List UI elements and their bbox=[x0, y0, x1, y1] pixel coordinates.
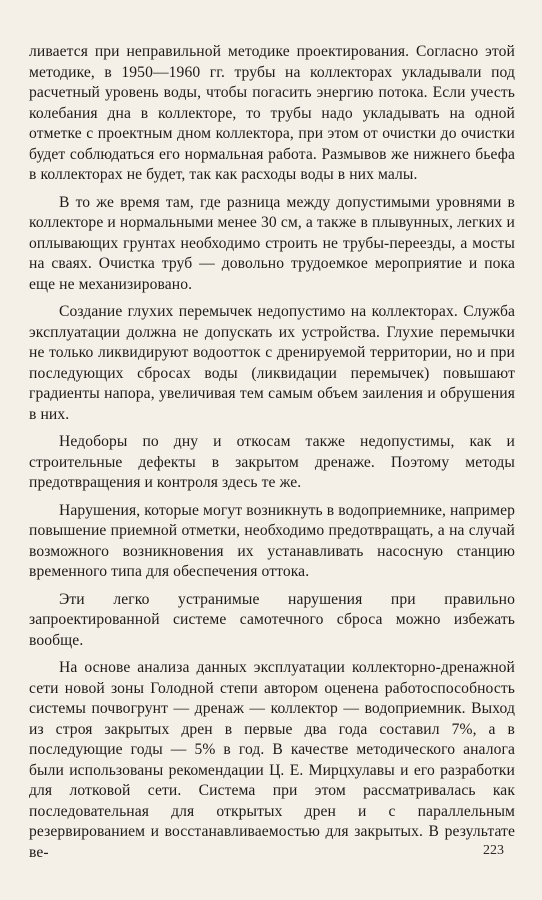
paragraph: На основе анализа данных эксплуатации коллекторно-дренажной сети новой зоны Голодной степи автором оценена работоспособность системы почвогрунт — дренаж — коллектор — водоприемник. Выход из строя закрытых дрен в первые два года составил 7%, а в последующие годы — 5% в год. В качестве методического аналога были использованы рекомендации Ц. Е. Мирцхулавы и его разработки для лотковой сети. Система при этом рассматривалась как последовательная для открытых дрен и с параллельным резервированием и восстанавливаемостью для закрытых. В результате ве- bbox=[29, 659, 515, 861]
page-number: 223 bbox=[483, 843, 504, 858]
paragraph: В то же время там, где разница между допустимыми уровнями в коллекторе и нормальными менее 30 см, а также в плывунных, легких и оплывающих грунтах необходимо строить не трубы-переезды, а мосты на сваях. Очистка труб — довольно трудоемкое мероприятие и пока еще не механизировано. bbox=[29, 193, 515, 293]
paragraph: Нарушения, которые могут возникнуть в водоприемнике, например повышение приемной отметки, необходимо предотвращать, а на случай возможного возникновения их устанавливать насосную станцию временного типа для обеспечения оттока. bbox=[29, 501, 515, 580]
paragraph: Создание глухих перемычек недопустимо на коллекторах. Служба эксплуатации должна не допускать их устройства. Глухие перемычки не только ликвидируют водоотток с дренируемой территории, но и при последующих сбросах воды (ликвидации перемычек) повышают градиенты напора, увеличивая тем самым объем заиления и обрушения в них. bbox=[29, 303, 515, 423]
paragraph: Недоборы по дну и откосам также недопустимы, как и строительные дефекты в закрытом дренаже. Поэтому методы предотвращения и контроля здесь те же. bbox=[29, 433, 515, 491]
paragraph: ливается при неправильной методике проектирования. Согласно этой методике, в 1950—1960 гг. трубы на коллекторах укладывали под расчетный уровень воды, чтобы погасить энергию потока. Если учесть колебания дна в коллекторе, то трубы надо укладывать на одной отметке с проектным дном коллектора, при этом от очистки до очистки будет соблюдаться его нормальная работа. Размывов же нижнего бьефа в коллекторах не будет, так как расходы воды в них малы. bbox=[29, 43, 515, 183]
page-text bbox=[29, 42, 515, 870]
paragraph: Эти легко устранимые нарушения при правильно запроектированной системе самотечного сброса можно избежать вообще. bbox=[29, 590, 515, 649]
